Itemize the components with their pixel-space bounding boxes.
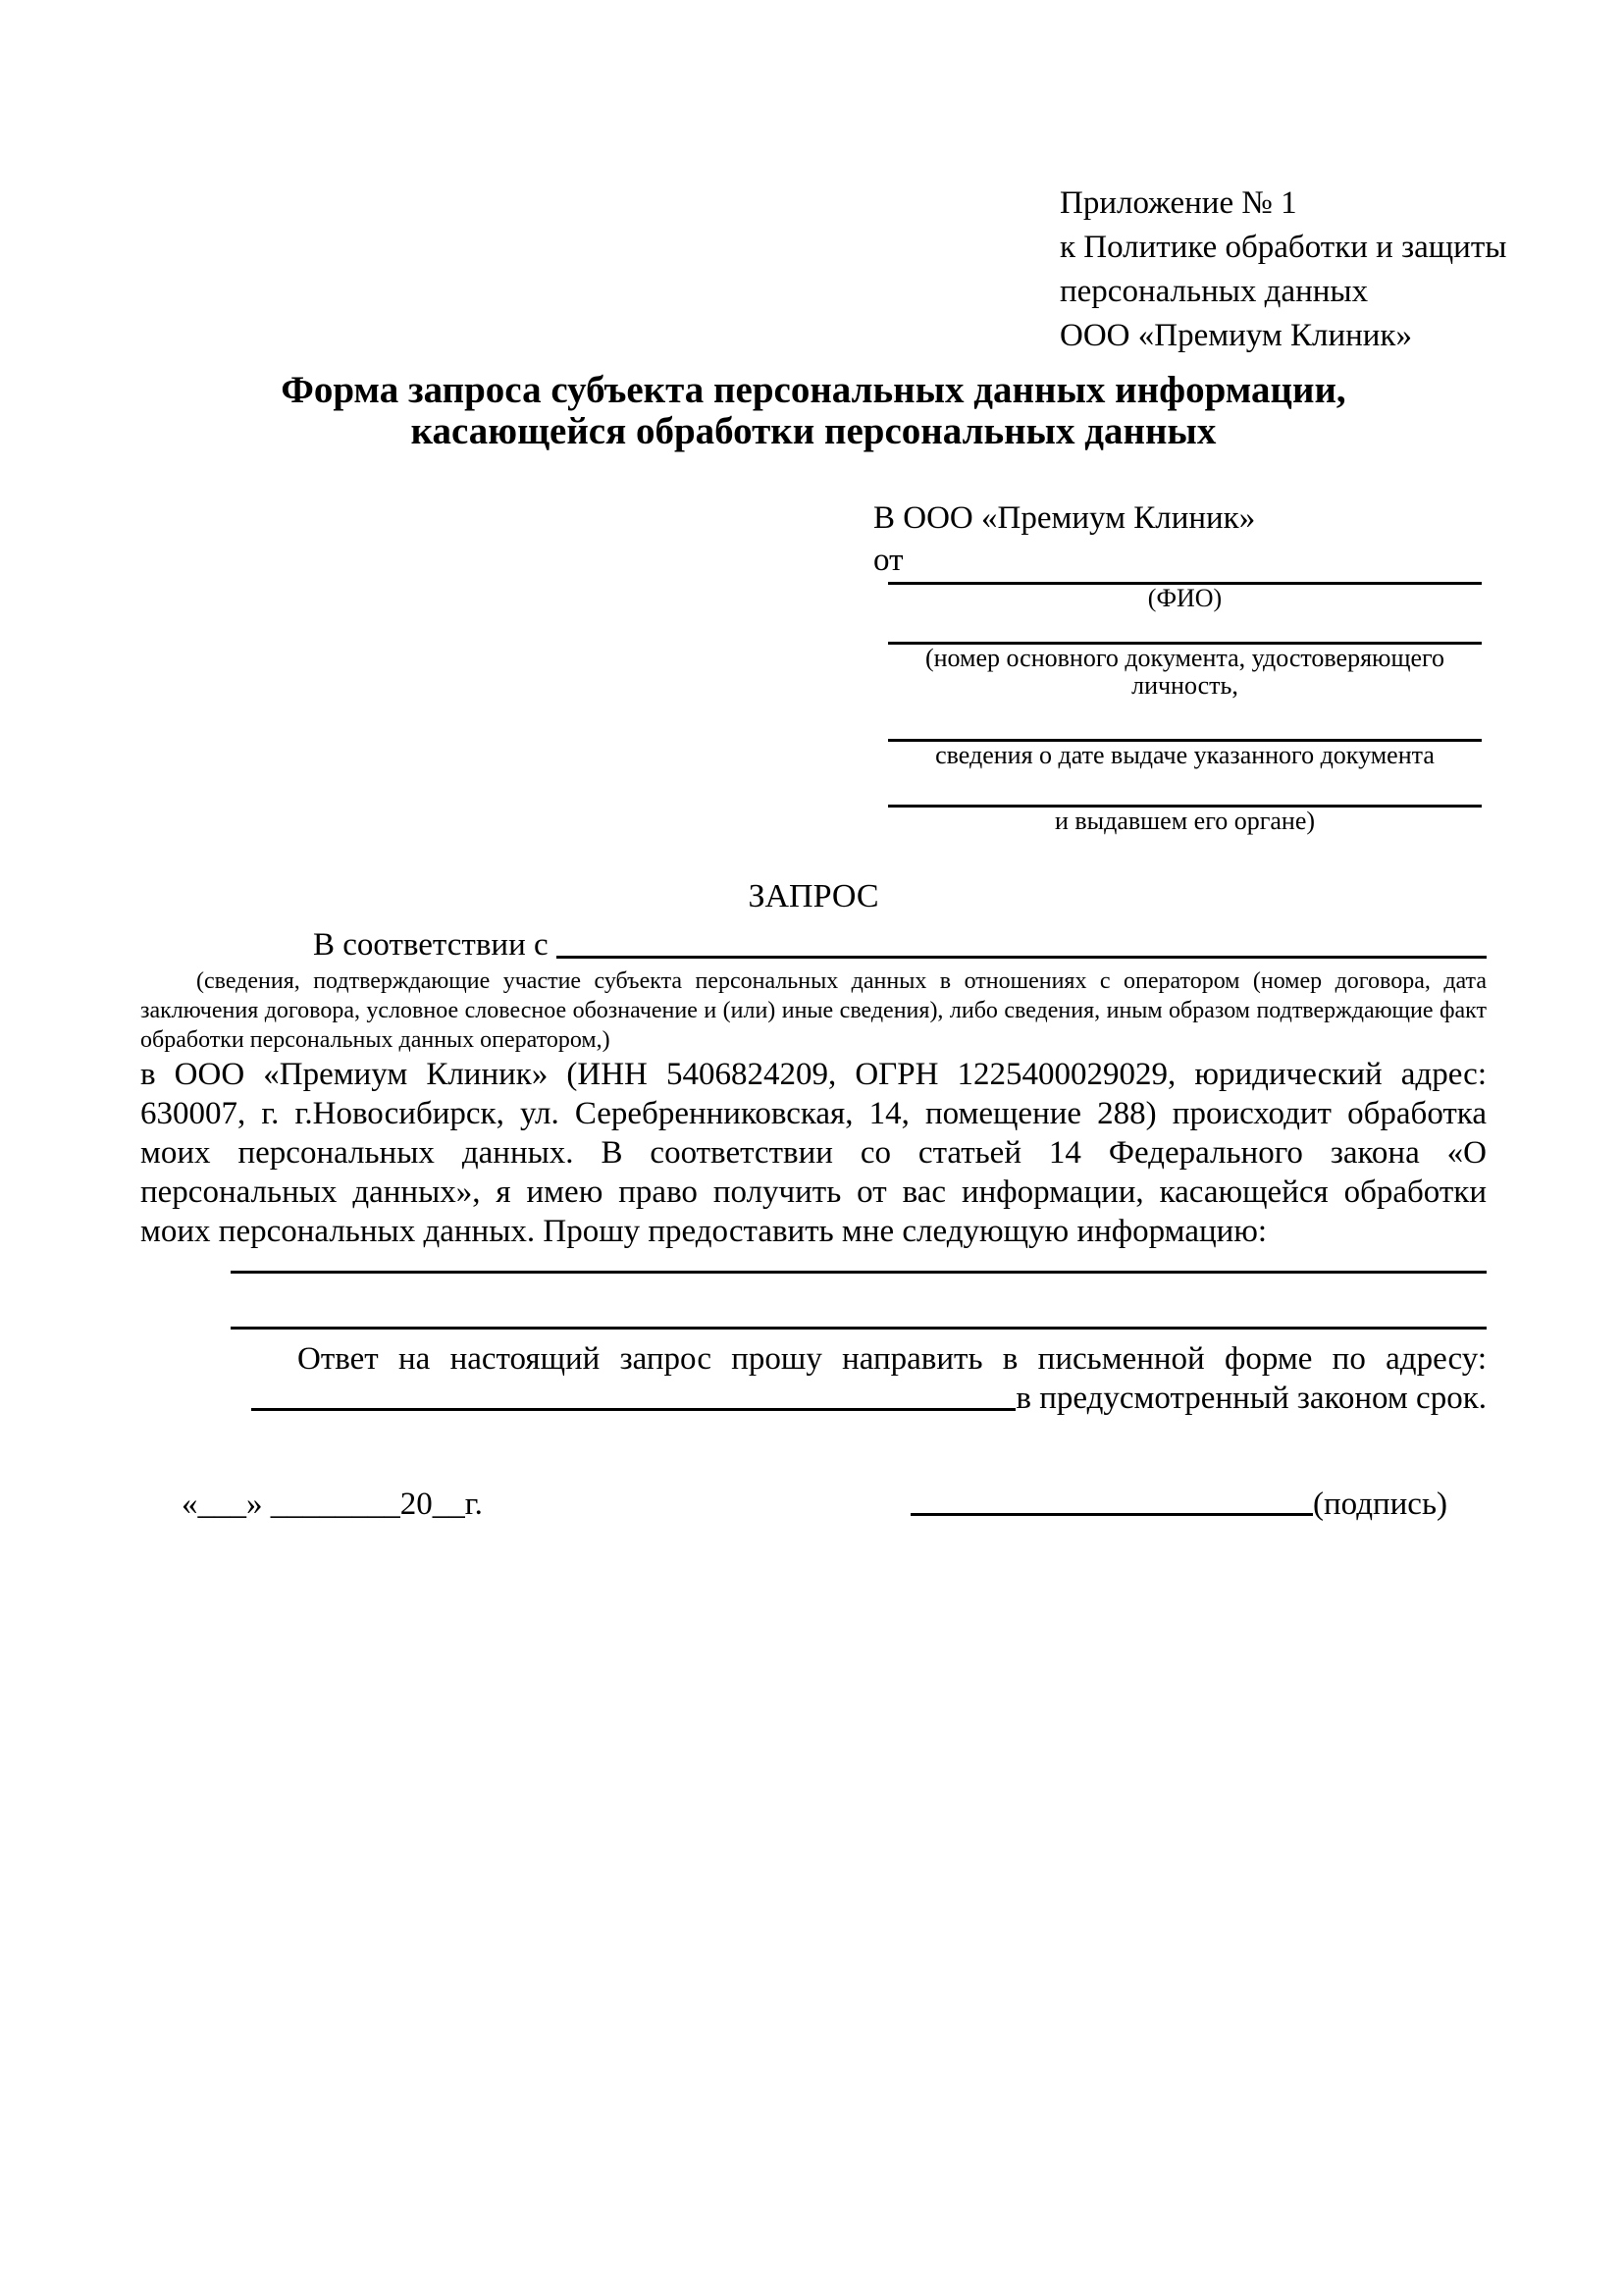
lead-row — [140, 925, 1487, 965]
signature-caption: (подпись) — [1313, 1487, 1447, 1522]
appendix-line: ООО «Премиум Клиник» — [1060, 318, 1412, 353]
reply-address-row — [140, 1379, 1487, 1418]
address-blank-field — [251, 1379, 1016, 1411]
fine-print-note: (сведения, подтверждающие участие субъекта персональных данных в отношениях с оператором (номер договора, дата заключения договора, условное словесное обозначение и (или) иные сведения), либо сведения, иным образом подтверждающие факт обработки персональных данных оператором,) — [140, 968, 1487, 1053]
information-blank-field — [231, 1274, 1487, 1330]
document-number-caption: (номер основного документа, удостоверяющего личность, — [924, 644, 1445, 700]
appendix-line: Приложение № 1 — [1060, 185, 1297, 221]
document-title-line: касающейся обработки персональных данных — [410, 410, 1217, 452]
issuing-authority-blank-field — [888, 769, 1482, 808]
issuing-authority-caption: и выдавшем его органе) — [1054, 807, 1316, 835]
document-title-line: Форма запроса субъекта персональных данных информации, — [281, 369, 1346, 411]
issue-date-blank-field — [888, 700, 1482, 742]
lead-text: В соответствии с — [313, 927, 549, 963]
addressee-to: В ООО «Премиум Клиник» — [873, 500, 1256, 536]
appendix-note — [1060, 182, 1507, 358]
issue-date-caption: сведения о дате выдаче указанного документа — [935, 741, 1435, 769]
date-signature-row — [140, 1487, 1487, 1523]
reply-tail-text: в предусмотренный законом срок. — [1016, 1381, 1487, 1416]
signature-blank-field — [911, 1487, 1313, 1516]
addressee-block — [873, 497, 1482, 835]
appendix-line: персональных данных — [1060, 274, 1369, 309]
reply-paragraph: Ответ на настоящий запрос прошу направить в письменной форме по адресу: — [297, 1341, 1487, 1377]
fio-caption: (ФИО) — [1147, 584, 1223, 612]
information-blank-field — [231, 1251, 1487, 1274]
date-blank-field: «___» ________20__г. — [182, 1487, 483, 1522]
lead-blank-field — [556, 925, 1487, 959]
request-body-paragraph: в ООО «Премиум Клиник» (ИНН 5406824209, ОГРН 1225400029029, юридический адрес: 630007, г. г.Новосибирск, ул. Серебренниковская, 14, помещение 288) происходит обработка моих персональных данных. В соответствии со статьей 14 Федерального закона «О персональных данных», я имею право получить от вас информации, касающейся обработки моих персональных данных. Прошу предоставить мне следующую информацию: — [140, 1057, 1487, 1249]
request-heading: ЗАПРОС — [748, 878, 879, 914]
document-title — [140, 370, 1487, 452]
appendix-line: к Политике обработки и защиты — [1060, 230, 1507, 265]
document-number-blank-field — [888, 612, 1482, 645]
addressee-from-label: от — [873, 543, 904, 578]
